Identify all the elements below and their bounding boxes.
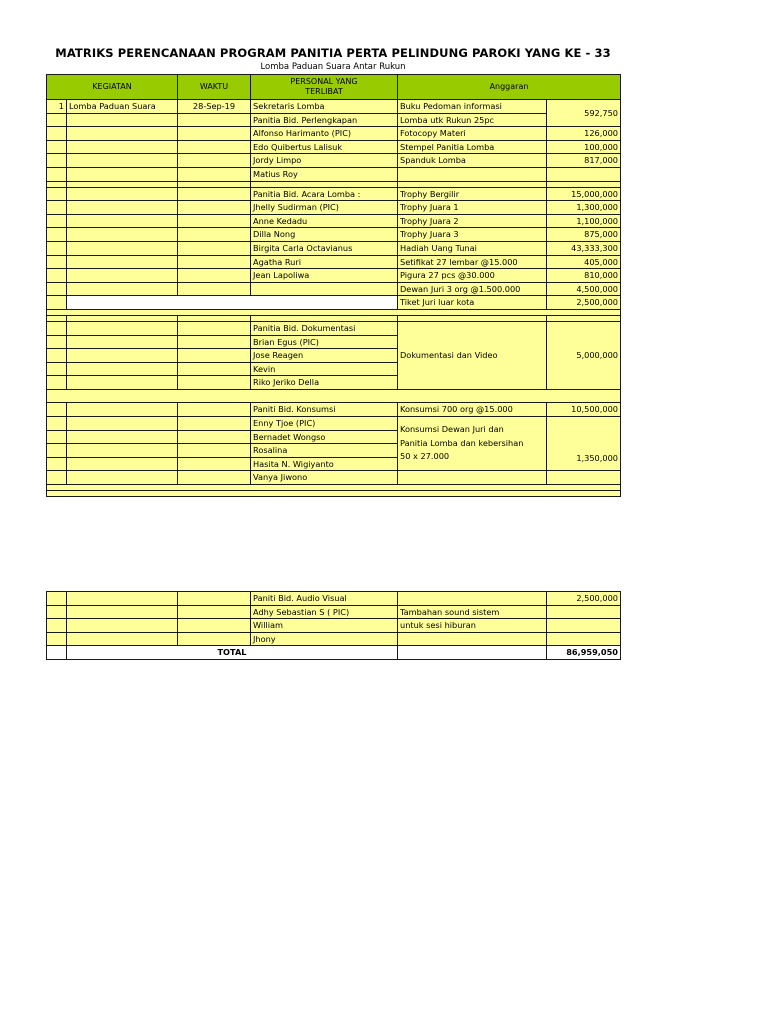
amount-cell: 15,000,000 [547,187,621,201]
activity-number: 1 [47,100,67,114]
amount-cell: 100,000 [547,140,621,154]
amount-cell: 10,500,000 [547,403,621,417]
item-cell: Buku Pedoman informasi [398,100,547,114]
activity-date: 28-Sep-19 [178,100,251,114]
table-row [47,100,621,114]
amount-cell: 126,000 [547,127,621,141]
table-row [47,269,621,283]
table-row [47,167,621,181]
table-row [47,403,621,417]
personnel-cell: Dilla Nong [251,228,398,242]
personnel-cell: Birgita Carla Octavianus [251,241,398,255]
budget-table [46,74,621,497]
personnel-cell: William [251,619,398,633]
amount-cell: 5,000,000 [547,321,621,389]
personnel-cell: Kevin [251,362,398,376]
personnel-cell: Jhelly Sudirman (PIC) [251,201,398,215]
personnel-cell: Panitia Bid. Acara Lomba : [251,187,398,201]
amount-cell: 1,350,000 [547,417,621,471]
item-cell: Hadiah Uang Tunai [398,241,547,255]
activity-name: Lomba Paduan Suara [67,100,178,114]
item-cell: Konsumsi 700 org @15.000 [398,403,547,417]
table-row [47,632,621,646]
personnel-cell: Jordy Limpo [251,154,398,168]
item-cell: Spanduk Lomba [398,154,547,168]
amount-cell: 1,100,000 [547,214,621,228]
table-row [47,282,621,296]
total-row [47,646,621,660]
amount-cell: 2,500,000 [547,296,621,310]
table-row [47,619,621,633]
personnel-cell: Anne Kedadu [251,214,398,228]
item-cell: Fotocopy Materi [398,127,547,141]
personnel-cell: Jean Lapoliwa [251,269,398,283]
table-row [47,187,621,201]
section-separator [47,491,621,497]
personnel-cell: Riko Jeriko Della [251,376,398,390]
item-cell: Trophy Juara 2 [398,214,547,228]
personnel-cell: Enny Tjoe (PIC) [251,417,398,431]
item-cell: Trophy Bergilir [398,187,547,201]
amount-cell: 817,000 [547,154,621,168]
item-cell: Dewan Juri 3 org @1.500.000 [398,282,547,296]
item-cell: Konsumsi Dewan Juri dan Panitia Lomba dan kebersihan 50 x 27.000 [398,417,547,471]
personnel-cell: Sekretaris Lomba [251,100,398,114]
budget-table-audio-visual [46,591,621,660]
item-cell: Trophy Juara 1 [398,201,547,215]
personnel-cell: Rosalina [251,444,398,458]
table-row [47,140,621,154]
header-personal: PERSONAL YANG TERLIBAT [251,75,398,100]
amount-cell: 405,000 [547,255,621,269]
personnel-cell: Jose Reagen [251,349,398,363]
table-row [47,113,621,127]
amount-cell: 810,000 [547,269,621,283]
table-row [47,241,621,255]
table-row [47,255,621,269]
personnel-cell: Brian Egus (PIC) [251,335,398,349]
item-cell: Stempel Panitia Lomba [398,140,547,154]
personnel-cell: Jhony [251,632,398,646]
table-row [47,605,621,619]
amount-cell: 875,000 [547,228,621,242]
header-waktu: WAKTU [178,75,251,100]
page-subtitle: Lomba Paduan Suara Antar Rukun [260,62,406,72]
section-separator [47,389,621,403]
table-row [47,296,621,310]
table-row [47,471,621,485]
page-title: MATRIKS PERENCANAAN PROGRAM PANITIA PERTA PELINDUNG PAROKI YANG KE - 33 [55,46,611,60]
table-row [47,127,621,141]
personnel-cell: Panitia Bid. Dokumentasi [251,321,398,335]
personnel-cell: Bernadet Wongso [251,430,398,444]
amount-cell: 1,300,000 [547,201,621,215]
item-cell: Pigura 27 pcs @30.000 [398,269,547,283]
table-row [47,154,621,168]
personnel-cell: Panitia Bid. Perlengkapan [251,113,398,127]
header-kegiatan: KEGIATAN [47,75,178,100]
table-row [47,214,621,228]
personnel-cell: Hasita N. Wigiyanto [251,457,398,471]
personnel-cell: Paniti Bid. Konsumsi [251,403,398,417]
item-cell: Lomba utk Rukun 25pc [398,113,547,127]
amount-cell: 2,500,000 [547,592,621,606]
personnel-cell: Paniti Bid. Audio Visual [251,592,398,606]
item-cell: Tambahan sound sistem [398,605,547,619]
item-cell: Trophy Juara 3 [398,228,547,242]
header-anggaran: Anggaran [398,75,621,100]
table-row [47,417,621,431]
personnel-cell: Agatha Ruri [251,255,398,269]
personnel-cell: Edo Quibertus Lalisuk [251,140,398,154]
amount-cell: 4,500,000 [547,282,621,296]
personnel-cell: Matius Roy [251,167,398,181]
personnel-cell: Adhy Sebastian S ( PIC) [251,605,398,619]
total-amount: 86,959,050 [547,646,621,660]
amount-cell: 592,750 [547,100,621,127]
item-cell: Dokumentasi dan Video [398,321,547,389]
personnel-cell: Alfonso Harimanto (PIC) [251,127,398,141]
total-label: TOTAL [67,646,398,660]
table-row [47,592,621,606]
table-row [47,201,621,215]
item-cell: Tiket Juri luar kota [398,296,547,310]
item-cell: Setifikat 27 lembar @15.000 [398,255,547,269]
table-row [47,321,621,335]
personnel-cell: Vanya Jiwono [251,471,398,485]
item-cell: untuk sesi hiburan [398,619,547,633]
amount-cell: 43,333,300 [547,241,621,255]
table-header [47,75,621,100]
table-row [47,228,621,242]
